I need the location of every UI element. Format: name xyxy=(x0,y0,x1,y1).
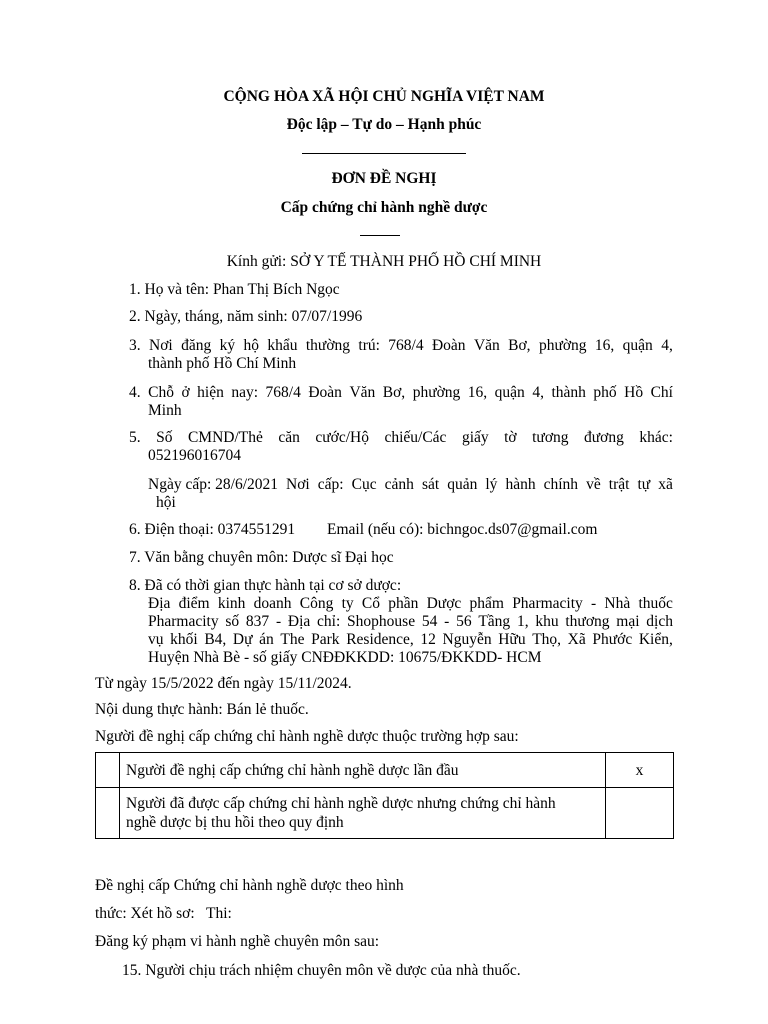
justified-word: phẩm xyxy=(469,595,504,612)
justified-word: - xyxy=(591,595,597,612)
justified-word: 768/4 xyxy=(388,337,424,354)
justified-word: Park xyxy=(311,631,340,648)
justified-word: thuốc xyxy=(638,595,673,612)
justified-word: Công xyxy=(299,595,334,612)
justified-word: quản xyxy=(447,476,478,493)
field-practice-line2 xyxy=(148,612,673,631)
case-index-cell xyxy=(96,788,120,839)
justified-word: quận xyxy=(494,384,525,401)
justified-word: giấy xyxy=(461,429,489,446)
justified-word: ký xyxy=(219,337,236,354)
field-issue-line2: hội xyxy=(156,494,176,511)
justified-word: Số xyxy=(156,429,173,446)
justified-word: chỉ: xyxy=(317,613,341,630)
justified-word: cảnh xyxy=(384,476,414,493)
justified-word: The xyxy=(280,631,305,648)
justified-word: trật xyxy=(608,476,630,493)
justified-word: Hồ xyxy=(624,384,644,401)
justified-word: - xyxy=(275,613,282,630)
justified-word: Địa xyxy=(287,613,311,630)
field-id-line2: 052196016704 xyxy=(148,447,241,464)
justified-word: Nơi xyxy=(149,337,173,354)
justified-word: Pharmacity xyxy=(512,595,583,612)
field-current-line1 xyxy=(129,383,673,402)
justified-word: 56 xyxy=(456,613,472,630)
justified-word: B4, xyxy=(204,631,227,648)
justified-word: phần xyxy=(388,595,419,612)
case-label-line2: nghề dược bị thu hồi theo quy định xyxy=(126,814,344,831)
justified-word: 54 xyxy=(421,613,438,630)
case-table xyxy=(95,752,674,839)
case-mark: x xyxy=(635,761,644,779)
justified-word: cước/Hộ xyxy=(315,429,369,446)
scope-intro: Đăng ký phạm vi hành nghề chuyên môn sau: xyxy=(95,933,380,950)
justified-word: Dược xyxy=(426,595,462,612)
scope-item: 15. Người chịu trách nhiệm chuyên môn về dược của nhà thuốc. xyxy=(122,962,521,979)
justified-word: điểm xyxy=(178,595,210,612)
field-practice-line4: Huyện Nhà Bè - số giấy CNĐĐKKDD: 10675/ĐKKDD- HCM xyxy=(148,649,542,666)
title-divider xyxy=(360,235,400,236)
justified-word: hộ xyxy=(243,337,259,354)
justified-word: Residence, xyxy=(346,631,414,648)
request-line1: Đề nghị cấp Chứng chỉ hành nghề dược theo hình xyxy=(95,877,404,894)
justified-word: lý xyxy=(485,476,498,493)
justified-word: trú: xyxy=(358,337,380,354)
justified-word: phố xyxy=(593,384,617,401)
justified-word: 4. xyxy=(129,384,141,401)
recipient: Kính gửi: SỞ Y TẾ THÀNH PHỐ HỒ CHÍ MINH xyxy=(226,253,542,270)
justified-word: Ngày cấp: 28/6/2021 xyxy=(148,476,279,493)
justified-word: nay: xyxy=(231,384,259,401)
justified-word: chiếu/Các xyxy=(384,429,447,446)
field-phone: 6. Điện thoại: 0374551291 xyxy=(129,521,296,538)
justified-word: Bơ, xyxy=(508,337,531,354)
justified-word: Chí xyxy=(650,384,673,401)
justified-word: về xyxy=(586,476,601,493)
justified-word: thành xyxy=(551,384,586,401)
justified-word: 1, xyxy=(516,613,529,630)
table-row xyxy=(96,788,674,839)
case-label-line1: Người đã được cấp chứng chỉ hành nghề dược nhưng chứng chỉ hành xyxy=(126,795,556,812)
header-divider xyxy=(302,153,466,154)
justified-word: phường xyxy=(412,384,461,401)
justified-word: Dự xyxy=(232,631,253,648)
field-practice-heading: 8. Đã có thời gian thực hành tại cơ sở dược: xyxy=(129,577,402,594)
justified-word: Văn xyxy=(349,384,376,401)
justified-word: chính xyxy=(543,476,579,493)
practice-period: Từ ngày 15/5/2022 đến ngày 15/11/2024. xyxy=(95,675,352,692)
justified-word: 768/4 xyxy=(265,384,301,401)
justified-word: Cục xyxy=(351,476,377,493)
justified-word: dịch xyxy=(646,613,673,630)
case-index-cell xyxy=(96,753,120,788)
case-intro: Người đề nghị cấp chứng chỉ hành nghề dược thuộc trường hợp sau: xyxy=(95,728,519,745)
justified-word: Nhà xyxy=(604,595,631,612)
justified-word: Thọ, xyxy=(532,631,562,648)
justified-word: tờ xyxy=(504,429,517,446)
justified-word: hành xyxy=(505,476,536,493)
justified-word: Văn xyxy=(473,337,500,354)
justified-word: cấp: xyxy=(317,476,344,493)
justified-word: Chỗ xyxy=(148,384,174,401)
justified-word: Địa xyxy=(148,595,171,612)
field-current-line2: Minh xyxy=(148,402,182,419)
field-dob: 2. Ngày, tháng, năm sinh: 07/07/1996 xyxy=(129,308,363,325)
justified-word: Bơ, xyxy=(382,384,406,401)
case-checkbox-cell[interactable] xyxy=(606,753,674,788)
justified-word: 837 xyxy=(245,613,270,630)
table-row xyxy=(96,753,674,788)
justified-word: quận xyxy=(622,337,653,354)
justified-word: hiện xyxy=(197,384,224,401)
justified-word: 3. xyxy=(129,337,141,354)
justified-word: đương xyxy=(584,429,624,446)
justified-word: 16, xyxy=(467,384,488,401)
justified-word: thương xyxy=(565,613,610,630)
justified-word: Đoàn xyxy=(431,337,466,354)
justified-word: tương xyxy=(532,429,569,446)
justified-word: Xã xyxy=(567,631,586,648)
case-label-cell xyxy=(120,788,606,839)
justified-word: ở xyxy=(181,384,190,401)
justified-word: tự xyxy=(637,476,651,493)
justified-word: khu xyxy=(535,613,559,630)
form-title: ĐƠN ĐỀ NGHỊ xyxy=(331,170,437,187)
form-subtitle: Cấp chứng chỉ hành nghề dược xyxy=(280,199,488,216)
justified-word: Đoàn xyxy=(308,384,342,401)
justified-word: Shophouse xyxy=(347,613,416,630)
country-heading: CỘNG HÒA XÃ HỘI CHỦ NGHĨA VIỆT NAM xyxy=(223,88,545,105)
field-residence-line2: thành phố Hồ Chí Minh xyxy=(148,355,297,372)
justified-word: Cổ xyxy=(361,595,380,612)
justified-word: khác: xyxy=(639,429,673,446)
practice-content: Nội dung thực hành: Bán lẻ thuốc. xyxy=(95,701,309,718)
field-id-line1 xyxy=(129,428,673,447)
request-line2: thức: Xét hồ sơ: Thi: xyxy=(95,905,232,922)
field-email: Email (nếu có): bichngoc.ds07@gmail.com xyxy=(327,521,598,538)
justified-word: 5. xyxy=(129,429,141,446)
justified-word: sát xyxy=(421,476,440,493)
justified-word: 4, xyxy=(532,384,544,401)
justified-word: doanh xyxy=(253,595,292,612)
field-practice-line1 xyxy=(148,594,673,613)
field-name: 1. Họ và tên: Phan Thị Bích Ngọc xyxy=(129,281,340,298)
motto: Độc lập – Tự do – Hạnh phúc xyxy=(286,116,482,133)
justified-word: 12 xyxy=(420,631,436,648)
case-label-cell xyxy=(120,753,606,788)
case-label: Người đề nghị cấp chứng chỉ hành nghề dược lần đầu xyxy=(126,761,459,779)
case-checkbox-cell[interactable] xyxy=(606,788,674,839)
justified-word: khẩu xyxy=(267,337,298,354)
justified-word: 4, xyxy=(661,337,673,354)
justified-word: mại xyxy=(616,613,640,630)
justified-word: Pharmacity xyxy=(148,613,219,630)
justified-word: số xyxy=(225,613,240,630)
justified-word: Phước xyxy=(592,631,633,648)
justified-word: Tầng xyxy=(478,613,511,630)
justified-word: án xyxy=(259,631,274,648)
justified-word: Hữu xyxy=(498,631,526,648)
justified-word: kinh xyxy=(217,595,246,612)
justified-word: xã xyxy=(658,476,673,493)
justified-word: khối xyxy=(170,631,198,648)
justified-word: Kiển, xyxy=(638,631,673,648)
justified-word: thường xyxy=(305,337,351,354)
justified-word: vụ xyxy=(148,631,164,648)
justified-word: ty xyxy=(341,595,354,612)
justified-word: 16, xyxy=(594,337,615,354)
justified-word: căn xyxy=(278,429,300,446)
justified-word: Nơi xyxy=(286,476,310,493)
field-practice-line3 xyxy=(148,630,673,649)
justified-word: CMND/Thẻ xyxy=(187,429,263,446)
justified-word: - xyxy=(444,613,450,630)
justified-word: phường xyxy=(538,337,587,354)
justified-word: đăng xyxy=(181,337,212,354)
field-issue-line1 xyxy=(148,475,673,494)
field-residence-line1 xyxy=(129,336,673,355)
field-degree: 7. Văn bằng chuyên môn: Dược sĩ Đại học xyxy=(129,549,394,566)
justified-word: Nguyễn xyxy=(442,631,492,648)
